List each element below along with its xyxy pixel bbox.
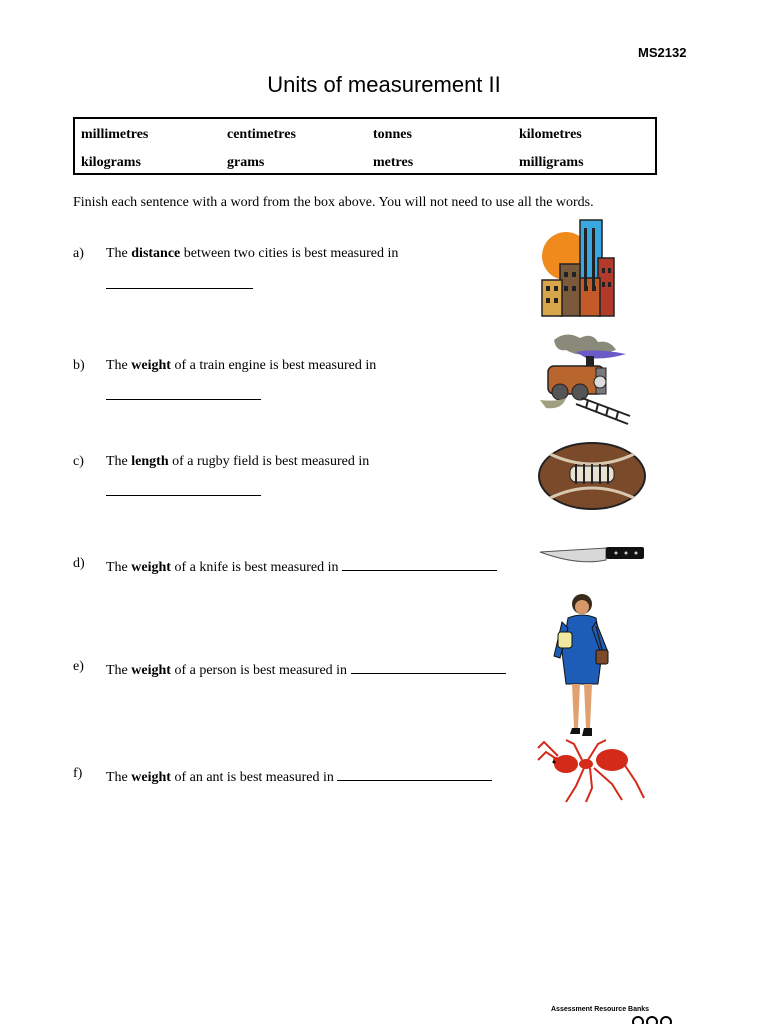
question-e-answer-blank[interactable]: [351, 659, 506, 674]
question-b-letter: b): [73, 358, 85, 373]
question-c-letter: c): [73, 454, 84, 469]
train-engine-icon: [536, 330, 632, 428]
word-milligrams: milligrams: [519, 155, 584, 170]
question-e-text: The weight of a person is best measured in: [106, 659, 506, 679]
word-millimetres: millimetres: [81, 127, 149, 142]
question-d-letter: d): [73, 556, 85, 571]
woman-icon: [552, 592, 618, 740]
word-tonnes: tonnes: [373, 127, 412, 142]
question-b-keyword: weight: [131, 358, 171, 373]
question-f-letter: f): [73, 766, 83, 781]
arb-logo-icon: [632, 1010, 692, 1024]
document-code: MS2132: [638, 45, 687, 60]
word-centimetres: centimetres: [227, 127, 296, 142]
question-c-answer-blank[interactable]: [106, 495, 261, 496]
instructions: Finish each sentence with a word from the box above. You will not need to use all the words.: [73, 195, 594, 210]
question-c-text: The length of a rugby field is best measured in: [106, 454, 370, 469]
question-b-answer-blank[interactable]: [106, 399, 261, 400]
rugby-ball-icon: [536, 440, 648, 512]
word-box: [73, 117, 657, 175]
question-b-text: The weight of a train engine is best measured in: [106, 358, 377, 373]
question-e-keyword: weight: [131, 663, 171, 678]
question-a-keyword: distance: [131, 246, 181, 261]
footer-logo-text: Assessment Resource Banks: [551, 1006, 650, 1013]
question-c-keyword: length: [131, 454, 169, 469]
question-a-answer-blank[interactable]: [106, 288, 253, 289]
word-kilometres: kilometres: [519, 127, 582, 142]
word-grams: grams: [227, 155, 265, 170]
city-skyline-icon: [536, 218, 618, 318]
question-e-letter: e): [73, 659, 84, 674]
question-d-answer-blank[interactable]: [342, 556, 497, 571]
knife-icon: [538, 544, 646, 568]
question-a-letter: a): [73, 246, 84, 261]
question-d-keyword: weight: [131, 560, 171, 575]
question-f-keyword: weight: [131, 770, 171, 785]
word-kilograms: kilograms: [81, 155, 141, 170]
question-f-answer-blank[interactable]: [337, 766, 492, 781]
question-d-text: The weight of a knife is best measured in: [106, 556, 497, 576]
page-title: Units of measurement II: [267, 72, 501, 97]
question-f-text: The weight of an ant is best measured in: [106, 766, 492, 786]
question-a-text: The distance between two cities is best measured in: [106, 246, 399, 261]
word-metres: metres: [373, 155, 414, 170]
ant-icon: [536, 738, 646, 804]
